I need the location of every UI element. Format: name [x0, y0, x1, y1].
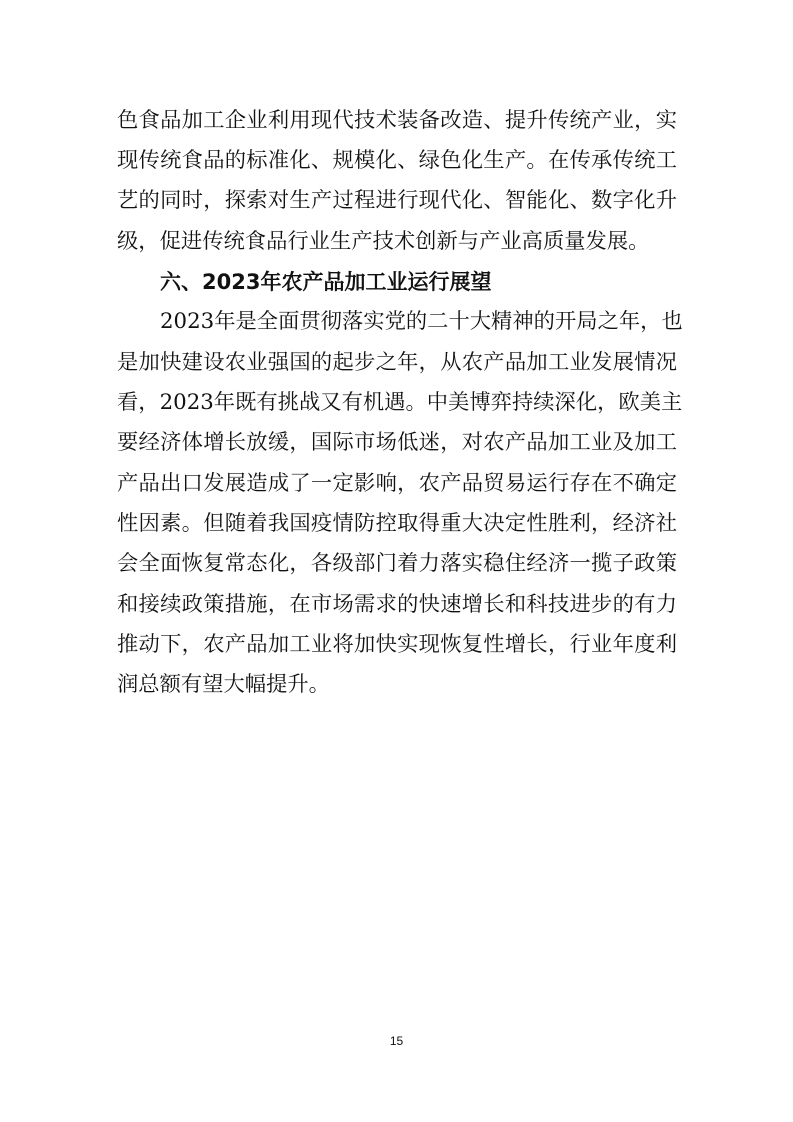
paragraph-line: 和接续政策措施，在市场需求的快速增长和科技进步的有力 — [117, 592, 677, 617]
paragraph-line: 润总额有望大幅提升。 — [117, 672, 330, 697]
paragraph-line: 性因素。但随着我国疫情防控取得重大决定性胜利，经济社 — [117, 511, 677, 536]
paragraph-line: 推动下，农产品加工业将加快实现恢复性增长，行业年度利 — [117, 632, 677, 657]
paragraph-line: 级，促进传统食品行业生产技术创新与产业高质量发展。 — [117, 229, 650, 254]
paragraph-line: 2023年是全面贯彻落实党的二十大精神的开局之年，也 — [160, 309, 683, 334]
paragraph-line: 会全面恢复常态化，各级部门着力落实稳住经济一揽子政策 — [117, 551, 677, 576]
paragraph-line: 看，2023年既有挑战又有机遇。中美博弈持续深化，欧美主 — [117, 390, 683, 415]
section-heading: 六、2023年农产品加工业运行展望 — [160, 270, 492, 294]
paragraph-line: 艺的同时，探索对生产过程进行现代化、智能化、数字化升 — [117, 188, 677, 213]
paragraph-line: 是加快建设农业强国的起步之年，从农产品加工业发展情况 — [117, 350, 677, 375]
paragraph-line: 现传统食品的标准化、规模化、绿色化生产。在传承传统工 — [117, 148, 677, 173]
paragraph-line: 要经济体增长放缓，国际市场低迷，对农产品加工业及加工 — [117, 430, 677, 455]
page-number: 15 — [389, 1034, 404, 1048]
paragraph-line: 产品出口发展造成了一定影响，农产品贸易运行存在不确定 — [117, 471, 677, 496]
paragraph-line: 色食品加工企业利用现代技术装备改造、提升传统产业，实 — [117, 108, 677, 133]
